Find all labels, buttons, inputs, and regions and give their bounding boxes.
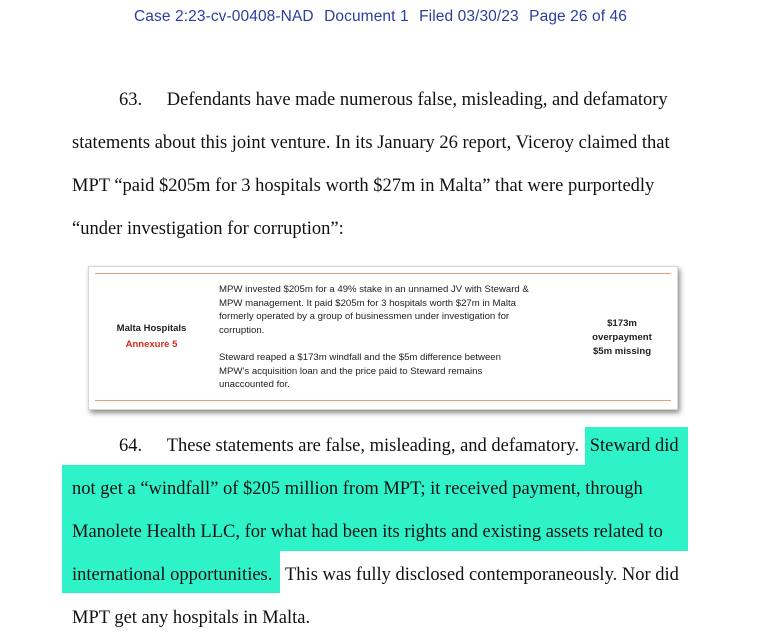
para64-line3: Manolete Health LLC, for what had been its rights and existing assets related to	[72, 522, 663, 542]
case-header	[0, 8, 761, 26]
para63-number: 63.	[119, 90, 143, 110]
para63-line1-text: Defendants have made numerous false, misleading, and defamatory	[166, 90, 668, 110]
exhibit-text-line: corruption.	[219, 324, 265, 336]
para64-line2: not get a “windfall” of $205 million from MPT; it received payment, through	[72, 479, 643, 499]
para64-line4	[72, 565, 679, 586]
exhibit-text-line: MPW management. It paid $205m for 3 hospitals worth $27m in Malta	[219, 297, 517, 309]
exhibit-text-line: MPW’s acquisition loan and the price paid to Steward remains	[219, 365, 483, 377]
report-excerpt-image	[88, 266, 678, 410]
exhibit-text-2	[219, 351, 559, 392]
exhibit-right-summary	[569, 317, 675, 359]
document-number: Document 1	[324, 8, 409, 25]
exhibit-text-line: Steward reaped a $173m windfall and the $5m difference between	[219, 352, 501, 363]
para64-line1-text: These statements are false, misleading, and defamatory.	[166, 436, 580, 456]
para64-line1	[119, 436, 679, 457]
filed-date: Filed 03/30/23	[419, 8, 519, 25]
para63-line2: statements about this joint venture. In its January 26 report, Viceroy claimed that	[72, 133, 670, 153]
para64-line4-text: This was fully disclosed contemporaneously. Nor did	[285, 565, 679, 585]
exhibit-left-label: Malta Hospitals	[116, 323, 187, 334]
page-number: Page 26 of 46	[529, 8, 627, 25]
exhibit-text-line: unaccounted for.	[219, 379, 290, 390]
bottom-rule	[95, 400, 671, 401]
case-number: Case 2:23-cv-00408-NAD	[134, 8, 314, 25]
top-rule	[95, 273, 671, 274]
exhibit-text-line: MPW invested $205m for a 49% stake in an unnamed JV with Steward &	[219, 284, 529, 295]
exhibit-text-line: formerly operated by a group of businessmen under investigation for	[219, 311, 510, 322]
para64-line1-highlight: Steward did	[589, 436, 679, 456]
exhibit-right-line: $5m missing	[592, 346, 652, 357]
para64-line5: MPT get any hospitals in Malta.	[72, 608, 311, 628]
exhibit-text-1	[219, 283, 559, 337]
para64-line4-highlight: international opportunities.	[72, 565, 273, 585]
para63-line1	[119, 90, 668, 111]
exhibit-annexure: Annexure 5	[125, 339, 178, 350]
para63-line3: MPT “paid $205m for 3 hospitals worth $27m in Malta” that were purportedly	[72, 176, 655, 196]
para63-line4: “under investigation for corruption”:	[72, 219, 344, 239]
para64-number: 64.	[119, 436, 143, 456]
exhibit-right-line: $173m	[607, 318, 637, 329]
exhibit-right-line: overpayment	[592, 332, 652, 343]
